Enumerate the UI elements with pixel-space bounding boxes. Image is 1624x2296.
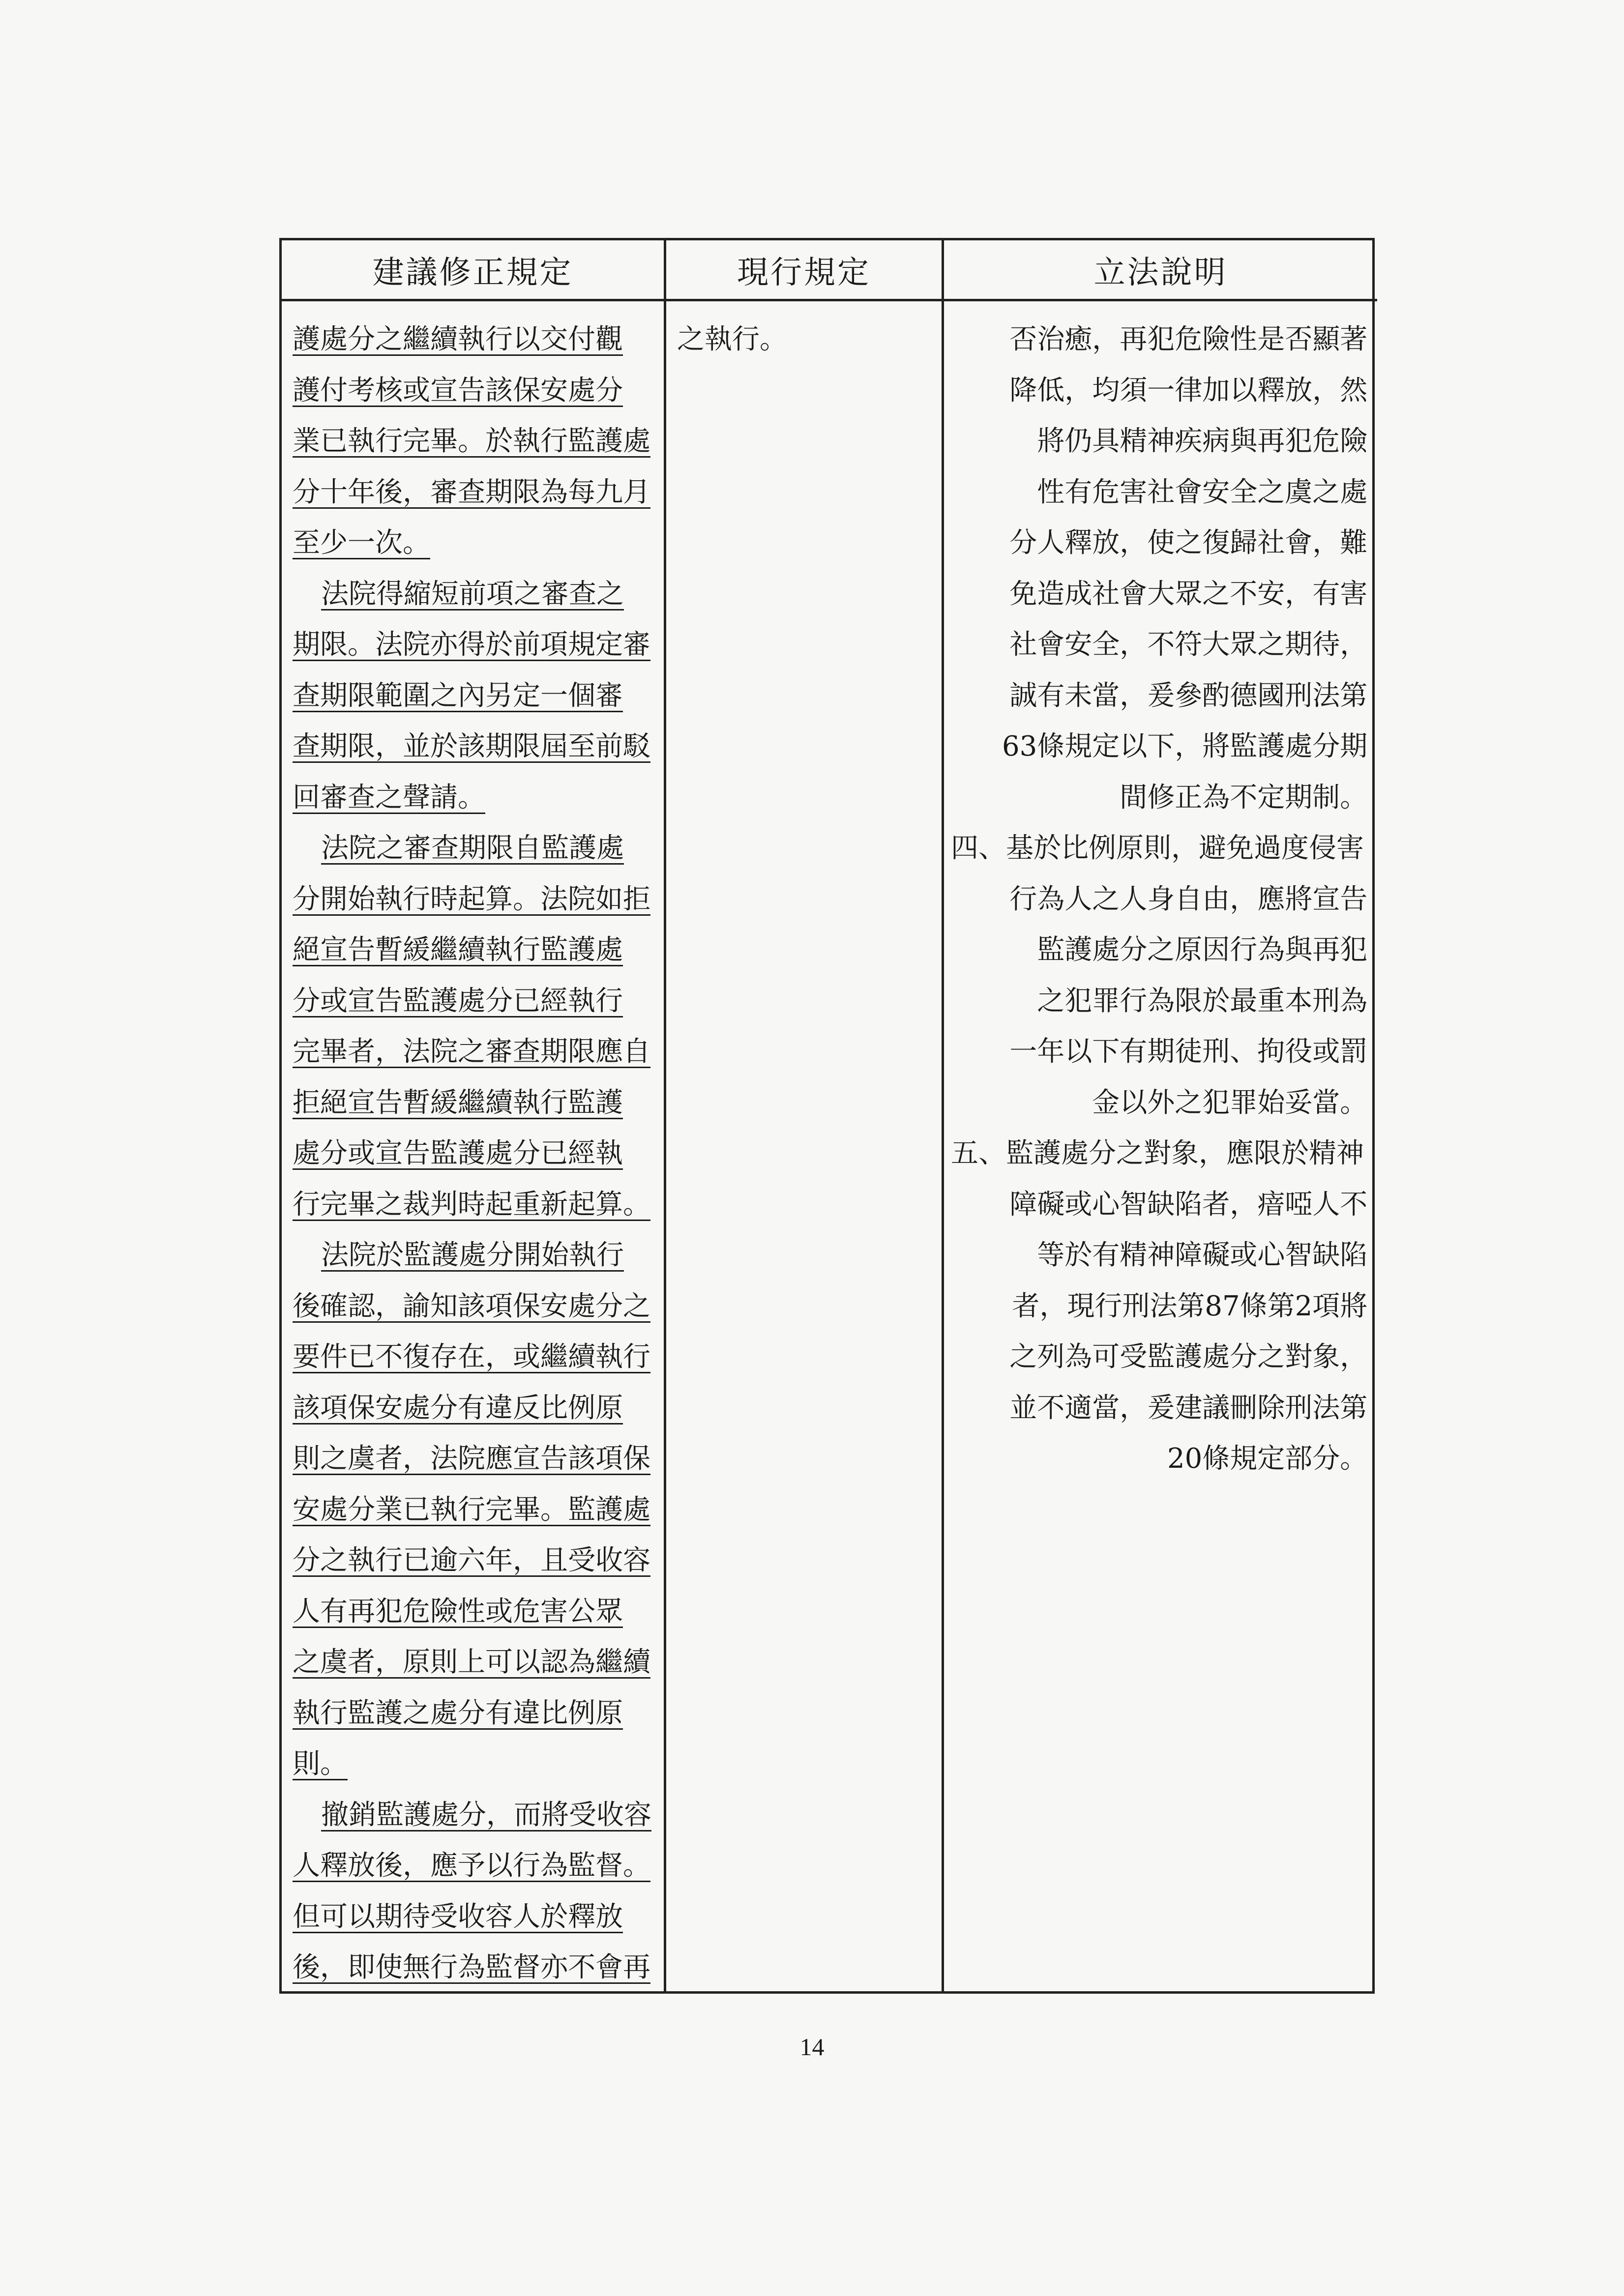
proposed-line: 但可以期待受收容人於釋放 — [293, 1900, 623, 1933]
proposed-line: 查期限範圍之內另定一個審 — [293, 679, 623, 712]
explanation-line: 之犯罪行為限於最重本刑為 — [1037, 985, 1368, 1017]
explanation-line: 四、基於比例原則，避免過度侵害 — [951, 832, 1364, 864]
proposed-line: 法院於監護處分開始執行 — [321, 1239, 624, 1271]
explanation-line: 行為人之人身自由，應將宣告 — [1009, 883, 1368, 915]
explanation-line: 一年以下有期徒刑、拘役或罰 — [1009, 1036, 1368, 1068]
proposed-line: 要件已不復存在，或繼續執行 — [293, 1341, 650, 1373]
proposed-line: 後，即使無行為監督亦不會再 — [293, 1951, 650, 1983]
proposed-line: 後確認，諭知該項保安處分之 — [293, 1290, 650, 1322]
explanation-column — [944, 301, 1377, 1993]
explanation-line: 降低，均須一律加以釋放，然 — [1009, 374, 1368, 407]
proposed-line: 處分或宣告監護處分已經執 — [293, 1137, 623, 1169]
explanation-line: 免造成社會大眾之不安，有害 — [1009, 578, 1368, 610]
page-number: 14 — [799, 2033, 825, 2061]
proposed-line: 之虞者，原則上可以認為繼續 — [293, 1646, 650, 1678]
proposed-line: 分開始執行時起算。法院如拒 — [293, 883, 650, 915]
proposed-line: 期限。法院亦得於前項規定審 — [293, 629, 650, 661]
proposed-line: 撤銷監護處分，而將受收容 — [321, 1799, 651, 1831]
explanation-line: 並不適當，爰建議刪除刑法第 — [1009, 1392, 1368, 1424]
explanation-line: 監護處分之原因行為與再犯 — [1037, 934, 1368, 966]
proposed-line: 則之虞者，法院應宣告該項保 — [293, 1443, 650, 1475]
proposed-line: 安處分業已執行完畢。監護處 — [293, 1493, 650, 1526]
proposed-line: 法院得縮短前項之審查之 — [321, 578, 624, 610]
current-column — [666, 301, 944, 1993]
proposed-line: 分之執行已逾六年，且受收容 — [293, 1544, 650, 1576]
header-explanation: 立法說明 — [944, 240, 1377, 301]
explanation-line: 社會安全，不符大眾之期待， — [1009, 629, 1368, 661]
proposed-text — [282, 301, 664, 1993]
explanation-line: 五、監護處分之對象，應限於精神 — [951, 1137, 1364, 1169]
explanation-line: 等於有精神障礙或心智缺陷 — [1037, 1239, 1368, 1271]
explanation-line: 之列為可受監護處分之對象， — [1009, 1341, 1368, 1373]
explanation-line: 分人釋放，使之復歸社會，難 — [1009, 527, 1368, 559]
proposed-line: 該項保安處分有違反比例原 — [293, 1392, 623, 1424]
header-proposed: 建議修正規定 — [282, 240, 666, 301]
proposed-line: 法院之審查期限自監護處 — [321, 832, 624, 864]
proposed-line: 分或宣告監護處分已經執行 — [293, 985, 623, 1017]
proposed-line: 則。 — [293, 1748, 348, 1780]
explanation-line: 誠有未當，爰參酌德國刑法第 — [1009, 679, 1368, 712]
proposed-line: 業已執行完畢。於執行監護處 — [293, 425, 650, 457]
proposed-line: 回審查之聲請。 — [293, 781, 485, 814]
proposed-column — [282, 301, 666, 1993]
proposed-line: 絕宣告暫緩繼續執行監護處 — [293, 934, 623, 966]
proposed-line: 護處分之繼續執行以交付觀 — [293, 323, 623, 355]
proposed-line: 拒絕宣告暫緩繼續執行監護 — [293, 1086, 623, 1119]
explanation-line: 障礙或心智缺陷者，瘖啞人不 — [1009, 1188, 1368, 1221]
proposed-line: 完畢者，法院之審查期限應自 — [293, 1036, 650, 1068]
comparison-table — [279, 238, 1375, 1994]
explanation-line: 將仍具精神疾病與再犯危險 — [1037, 425, 1368, 457]
explanation-line: 者，現行刑法第87條第2項將 — [1012, 1290, 1368, 1322]
proposed-line: 人有再犯危險性或危害公眾 — [293, 1595, 623, 1628]
proposed-line: 分十年後，審查期限為每九月 — [293, 476, 650, 508]
explanation-text — [944, 301, 1377, 1484]
proposed-line: 至少一次。 — [293, 527, 430, 559]
proposed-line: 人釋放後，應予以行為監督。 — [293, 1850, 650, 1882]
explanation-line: 金以外之犯罪始妥當。 — [1092, 1086, 1368, 1119]
current-text: 之執行。 — [677, 323, 787, 355]
explanation-line: 20條規定部分。 — [1167, 1443, 1368, 1475]
explanation-line: 63條規定以下，將監護處分期 — [1002, 730, 1368, 762]
explanation-line: 間修正為不定期制。 — [1120, 781, 1368, 814]
explanation-line: 否治癒，再犯危險性是否顯著 — [1009, 323, 1368, 355]
header-current: 現行規定 — [666, 240, 944, 301]
proposed-line: 執行監護之處分有違比例原 — [293, 1697, 623, 1729]
proposed-line: 行完畢之裁判時起重新起算。 — [293, 1188, 650, 1221]
proposed-line: 護付考核或宣告該保安處分 — [293, 374, 623, 407]
explanation-line: 性有危害社會安全之虞之處 — [1037, 476, 1368, 508]
proposed-line: 查期限，並於該期限屆至前駁 — [293, 730, 650, 762]
